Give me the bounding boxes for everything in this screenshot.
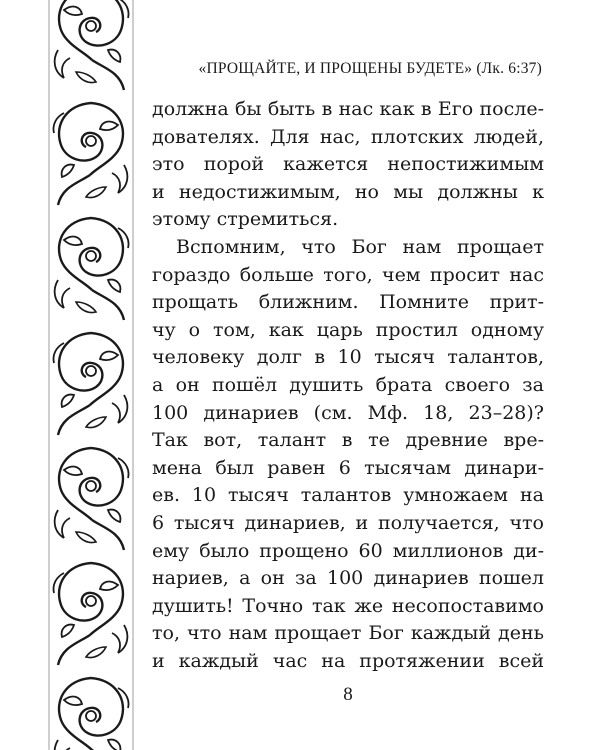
text-line: душить! Точно так же несопоставимо: [152, 594, 544, 617]
text-line: ев. 10 тысяч талантов умножаем на: [152, 484, 544, 507]
text-line: этому стремиться.: [152, 208, 339, 231]
text-line: дователях. Для нас, плотских людей,: [152, 125, 544, 148]
text-line: ему было прощено 60 миллионов ди-: [152, 539, 544, 562]
text-line: Вспомним, что Бог нам прощает: [176, 235, 544, 258]
text-line: человеку долг в 10 тысяч талантов,: [152, 346, 544, 369]
text-line: и каждый час на протяжении всей: [152, 649, 544, 672]
text-line: нариев, а он за 100 динариев пошел: [152, 567, 544, 590]
text-line: а он пошёл душить брата своего за: [152, 373, 544, 396]
running-head: «ПРОЩАЙТЕ, И ПРОЩЕНЫ БУДЕТЕ» (Лк. 6:37): [198, 60, 542, 77]
text-line: то, что нам прощает Бог каждый день: [152, 622, 544, 645]
text-line: мена был равен 6 тысячам динари-: [152, 456, 544, 479]
text-line: прощать ближним. Помните прит-: [152, 291, 544, 314]
text-line: Так вот, талант в те древние вре-: [152, 429, 544, 452]
text-line: гораздо больше того, чем просит нас: [152, 263, 544, 286]
text-line: должна бы быть в нас как в Его после-: [152, 98, 544, 120]
page-number: 8: [343, 684, 353, 705]
text-line: 6 тысяч динариев, и получается, что: [152, 511, 544, 534]
text-line: чу о том, как царь простил одному: [152, 318, 544, 341]
text-line: и недостижимым, но мы должны к: [152, 180, 544, 203]
body-text: [152, 96, 544, 675]
text-line: 100 динариев (см. Мф. 18, 23–28)?: [152, 401, 544, 424]
vine-ornament-border-icon: [46, 0, 136, 750]
text-line: это порой кажется непостижимым: [152, 153, 544, 176]
